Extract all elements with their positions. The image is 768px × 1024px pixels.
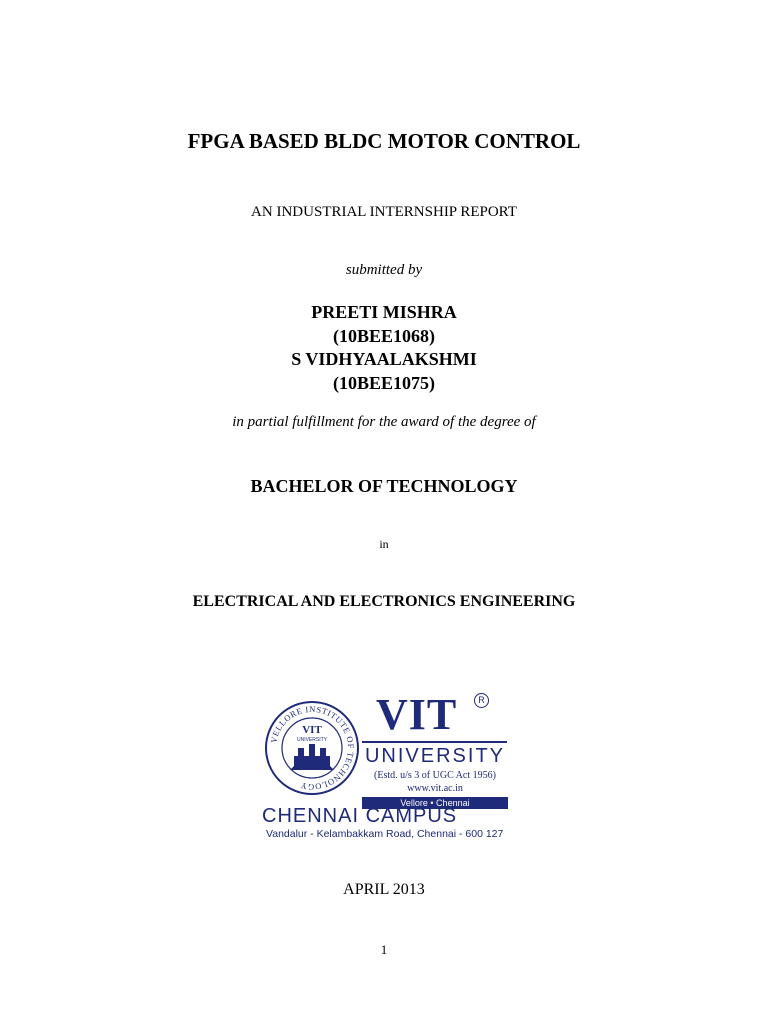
report-date: APRIL 2013: [343, 881, 425, 898]
campus-name: CHENNAI CAMPUS: [262, 805, 458, 827]
seal-center-text: VIT: [302, 724, 322, 736]
university-text: UNIVERSITY: [364, 745, 506, 767]
locations-bar: Vellore • Chennai: [362, 797, 508, 809]
seal-sub-text: UNIVERSITY: [296, 737, 328, 743]
vit-university-logo: [262, 690, 512, 845]
website-text: www.vit.ac.in: [407, 783, 463, 794]
author-reg-no: (10BEE1075): [332, 372, 435, 393]
seal-ring-text: VELLORE INSTITUTE OF TECHNOLOGY: [268, 703, 357, 793]
registered-mark-icon: R: [474, 693, 489, 708]
author-name: S VIDHYAALAKSHMI: [291, 349, 477, 369]
report-subtitle: AN INDUSTRIAL INTERNSHIP REPORT: [251, 204, 517, 220]
connector-in: in: [379, 537, 389, 551]
author-name: PREETI MISHRA: [311, 302, 457, 322]
campus-address: Vandalur - Kelambakkam Road, Chennai - 600 127: [266, 828, 504, 840]
university-seal-icon: [264, 700, 360, 796]
divider: [362, 741, 507, 743]
report-title: FPGA BASED BLDC MOTOR CONTROL: [187, 129, 581, 153]
page-number: 1: [380, 942, 388, 957]
partial-fulfillment-text: in partial fulfillment for the award of the degree of: [232, 414, 536, 430]
author-reg-no: (10BEE1068): [332, 325, 435, 346]
authors-block: [0, 301, 768, 395]
degree-name: BACHELOR OF TECHNOLOGY: [250, 476, 518, 496]
submitted-by-label: submitted by: [345, 262, 423, 278]
branch-name: ELECTRICAL AND ELECTRONICS ENGINEERING: [192, 593, 576, 610]
vit-text: VIT: [376, 690, 458, 739]
established-text: (Estd. u/s 3 of UGC Act 1956): [374, 770, 496, 781]
